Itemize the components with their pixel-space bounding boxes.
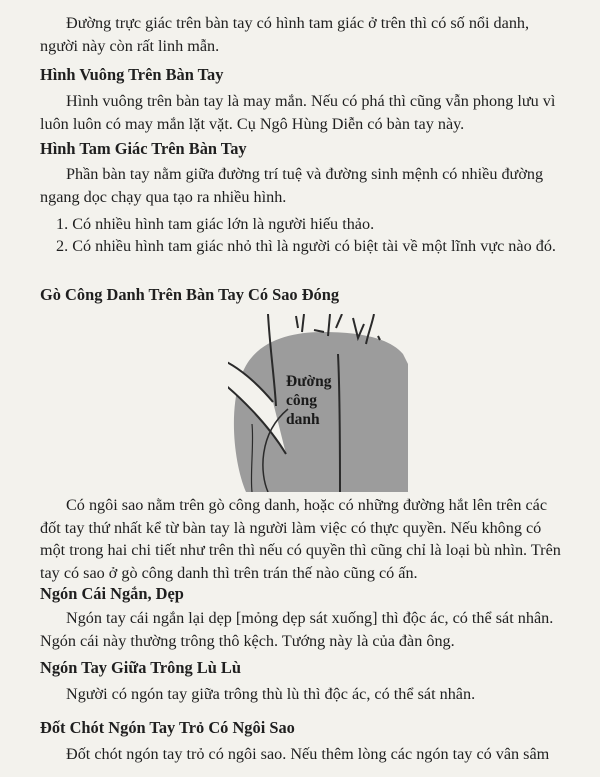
section-heading-middle-finger: Ngón Tay Giữa Trông Lù Lù [40, 658, 241, 677]
list-item-2: 2. Có nhiều hình tam giác nhỏ thì là người có biệt tài về một lĩnh vực nào đó. [56, 237, 556, 255]
intro-paragraph: Đường trực giác trên bàn tay có hình tam giác ở trên thì có số nổi danh, người này còn rất linh mẫn. [40, 14, 530, 55]
section-body-short-thumb: Ngón tay cái ngắn lại dẹp [mỏng dẹp sát xuống] thì độc ác, có thể sát nhân. Ngón cái này thường trông thô kệch. Tướng này là của đàn ông. [40, 609, 554, 650]
section-body-square: Hình vuông trên bàn tay là may mắn. Nếu có phá thì cũng vẫn phong lưu vì luôn luôn có may mắn lặt vặt. Cụ Ngô Hùng Diễn có bàn tay này. [40, 92, 556, 133]
section-body-career-mount: Có ngôi sao nằm trên gò công danh, hoặc có những đường hắt lên trên các đốt tay thứ nhất kể từ bàn tay là người làm việc có thực quyền. Nếu không có một trong hai chi tiết như trên thì nếu có quyền thì cũng chỉ là loại bù nhìn. Trên tay có sao ở gò công danh thì trên trán thế nào cũng có ấn. [40, 496, 561, 582]
section-heading-index-star: Đốt Chót Ngón Tay Trỏ Có Ngôi Sao [40, 718, 295, 737]
figure-label [286, 372, 331, 429]
section-heading-short-thumb: Ngón Cái Ngắn, Dẹp [40, 584, 184, 603]
section-heading-square: Hình Vuông Trên Bàn Tay [40, 65, 224, 84]
list-item-1: 1. Có nhiều hình tam giác lớn là người hiếu thảo. [56, 215, 375, 233]
figure-label-line-1: Đường [286, 373, 332, 390]
figure-label-line-3: danh [286, 411, 320, 428]
palm-illustration [228, 314, 408, 492]
section-heading-career-mount: Gò Công Danh Trên Bàn Tay Có Sao Đóng [40, 285, 340, 304]
section-body-middle-finger: Người có ngón tay giữa trông thù lù thì độc ác, có thể sát nhân. [66, 685, 476, 703]
figure-label-line-2: công [286, 392, 317, 409]
section-body-triangle: Phần bàn tay nằm giữa đường trí tuệ và đường sinh mệnh có nhiều đường ngang dọc chạy qua tạo ra nhiều hình. [40, 165, 544, 206]
section-heading-triangle: Hình Tam Giác Trên Bàn Tay [40, 139, 247, 158]
section-body-index-star: Đốt chót ngón tay trỏ có ngôi sao. Nếu thêm lòng các ngón tay có vân sâm [66, 745, 550, 763]
